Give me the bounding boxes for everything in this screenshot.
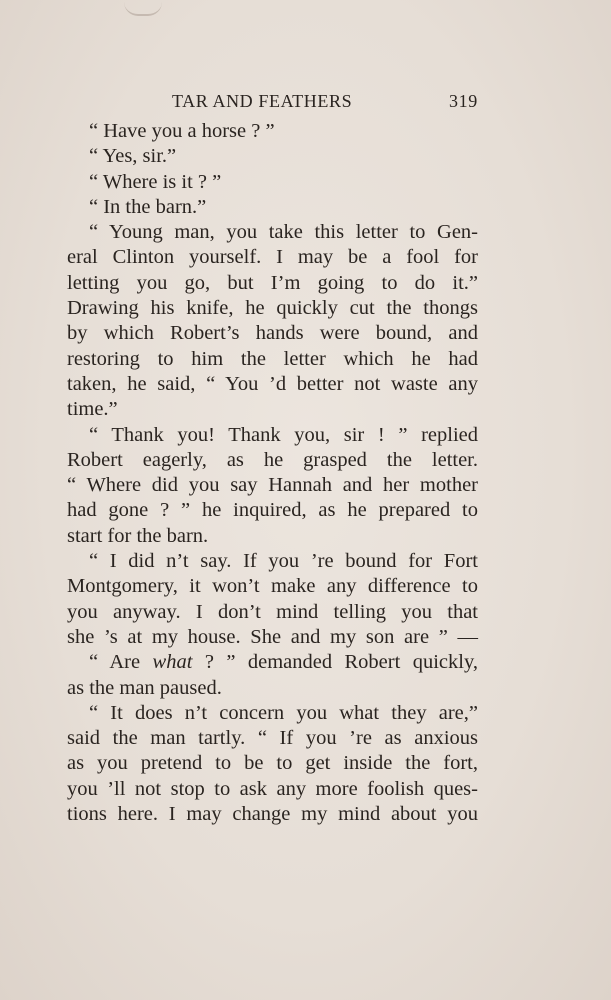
text-line: taken, he said, “ You ’d better not waste any (67, 372, 478, 395)
running-head (0, 91, 611, 115)
text-line: eral Clinton yourself. I may be a fool for (67, 246, 478, 269)
text-line: “ In the barn.” (89, 195, 207, 218)
text-line: “ Have you a horse ? ” (89, 120, 275, 142)
text-line: Drawing his knife, he quickly cut the thongs (67, 297, 478, 320)
emphasis-text: what (152, 651, 193, 674)
text-line: “ Young man, you take this letter to Gen- (89, 221, 478, 244)
text-line: “ Yes, sir.” (89, 145, 177, 168)
body-text (67, 119, 478, 827)
running-title: TAR AND FEATHERS (172, 91, 353, 111)
text-line: “ It does n’t concern you what they are,” (89, 701, 478, 724)
text-line: you ’ll not stop to ask any more foolish ques- (67, 777, 478, 800)
text-line: tions here. I may change my mind about you (67, 803, 478, 826)
text-line: “ Where is it ? ” (89, 170, 222, 193)
text-line: Robert eagerly, as he grasped the letter. (67, 448, 478, 471)
text-line: restoring to him the letter which he had (67, 347, 478, 370)
text-line: letting you go, but I’m going to do it.” (67, 271, 478, 294)
text-line: had gone ? ” he inquired, as he prepared to (67, 499, 478, 522)
text-line: said the man tartly. “ If you ’re as anxious (67, 727, 478, 750)
text-line: “ Are what ? ” demanded Robert quickly, (89, 651, 478, 674)
page-number: 319 (449, 91, 478, 111)
text-line: “ Where did you say Hannah and her mother (67, 474, 478, 497)
text-line: she ’s at my house. She and my son are ” — (67, 625, 478, 648)
text-line: start for the barn. (67, 524, 209, 547)
text-line: “ I did n’t say. If you ’re bound for Fort (89, 550, 478, 573)
text-line: time.” (67, 398, 118, 421)
text-line: “ Thank you! Thank you, sir ! ” replied (89, 423, 478, 446)
text-line: as you pretend to be to get inside the fort, (67, 752, 478, 775)
text-line: by which Robert’s hands were bound, and (67, 322, 478, 345)
text-line: Montgomery, it won’t make any difference to (67, 575, 478, 598)
page-stain (124, 0, 162, 16)
text-line: you anyway. I don’t mind telling you that (67, 600, 478, 623)
text-line: as the man paused. (67, 676, 222, 699)
